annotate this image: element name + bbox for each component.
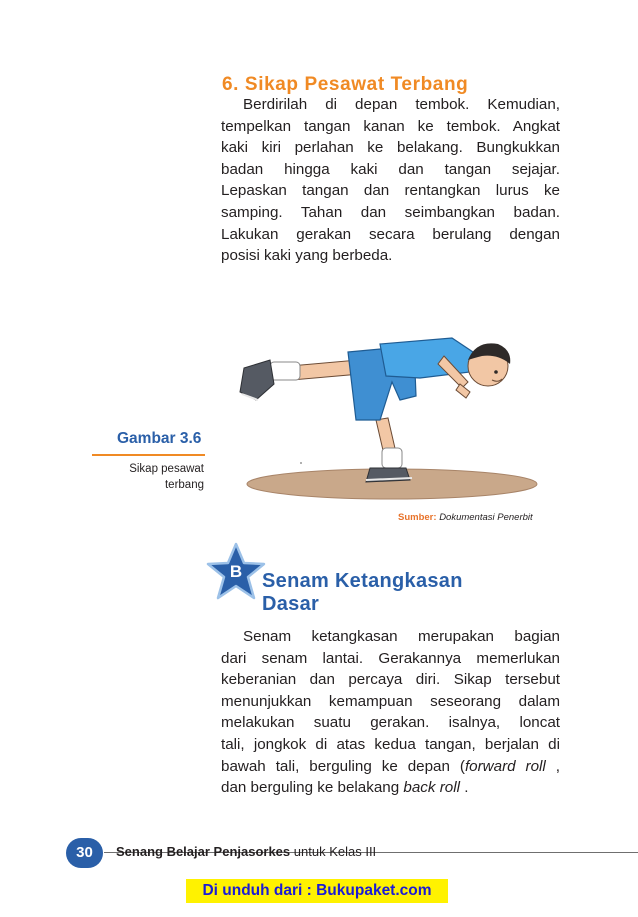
paragraph-line: Senam ketangkasan merupakan bagian: [243, 628, 560, 645]
source-label: Sumber:: [398, 512, 437, 523]
figure-caption: [100, 461, 204, 493]
paragraph-line: [221, 756, 560, 778]
footer-book-title: [116, 844, 376, 859]
section-title-line: Senam Ketangkasan: [262, 570, 463, 592]
figure-divider: [92, 454, 205, 456]
figure-source: [398, 512, 533, 523]
paragraph-line: Lepaskan tangan dan rentangkan lurus ke: [221, 182, 560, 200]
paragraph-term: forward roll: [464, 757, 546, 775]
paragraph-text: .: [459, 779, 469, 797]
figure-label: Gambar 3.6: [117, 430, 202, 447]
paragraph-text: dan berguling ke belakang: [221, 779, 404, 797]
paragraph-line: menunjukkan kemampuan seseorang dalam: [221, 692, 560, 710]
paragraph-line: tempelkan tangan kanan ke tembok. Angkat: [221, 117, 560, 135]
book-suffix: untuk Kelas III: [293, 844, 377, 859]
paragraph-line: melakukan suatu gerakan. isalnya, loncat: [221, 714, 560, 732]
source-value: Dokumentasi Penerbit: [439, 512, 533, 523]
page-number-badge: 30: [66, 838, 103, 868]
paragraph-text: bawah tali, berguling ke depan (: [221, 757, 465, 775]
paragraph-line: samping. Tahan dan seimbangkan badan.: [221, 203, 560, 221]
paragraph-line: Berdirilah di depan tembok. Kemudian,: [243, 96, 560, 113]
figure-caption-line: Sikap pesawat: [129, 463, 204, 475]
paragraph-line: dari senam lantai. Gerakannya memerlukan: [221, 649, 560, 667]
paragraph-line: kaki kiri perlahan ke belakang. Bungkukkan: [221, 139, 560, 157]
section-title: [262, 570, 463, 616]
download-banner[interactable]: Di unduh dari : Bukupaket.com: [186, 879, 448, 903]
section-paragraph: [221, 94, 560, 267]
paragraph-text: ,: [545, 757, 560, 775]
paragraph-line: keberanian dan percaya diri. Sikap tersebut: [221, 671, 560, 689]
section-paragraph: [221, 626, 560, 799]
paragraph-line: Lakukan gerakan secara berulang dengan: [221, 225, 560, 243]
paragraph-line: tali, jongkok di atas kedua tangan, berjalan di: [221, 735, 560, 753]
book-title: Senang Belajar Penjasorkes: [116, 844, 291, 859]
section-title-line: Dasar: [262, 593, 320, 615]
section-heading: 6. Sikap Pesawat Terbang: [222, 74, 469, 95]
paragraph-line: badan hingga kaki dan tangan sejajar.: [221, 160, 560, 178]
paragraph-line: posisi kaki yang berbeda.: [221, 247, 393, 265]
figure-caption-line: terbang: [164, 479, 204, 491]
airplane-pose-illustration: [230, 320, 560, 505]
paragraph-term: back roll: [403, 779, 460, 797]
paragraph-line: [221, 777, 560, 799]
section-badge-letter: B: [229, 562, 243, 581]
